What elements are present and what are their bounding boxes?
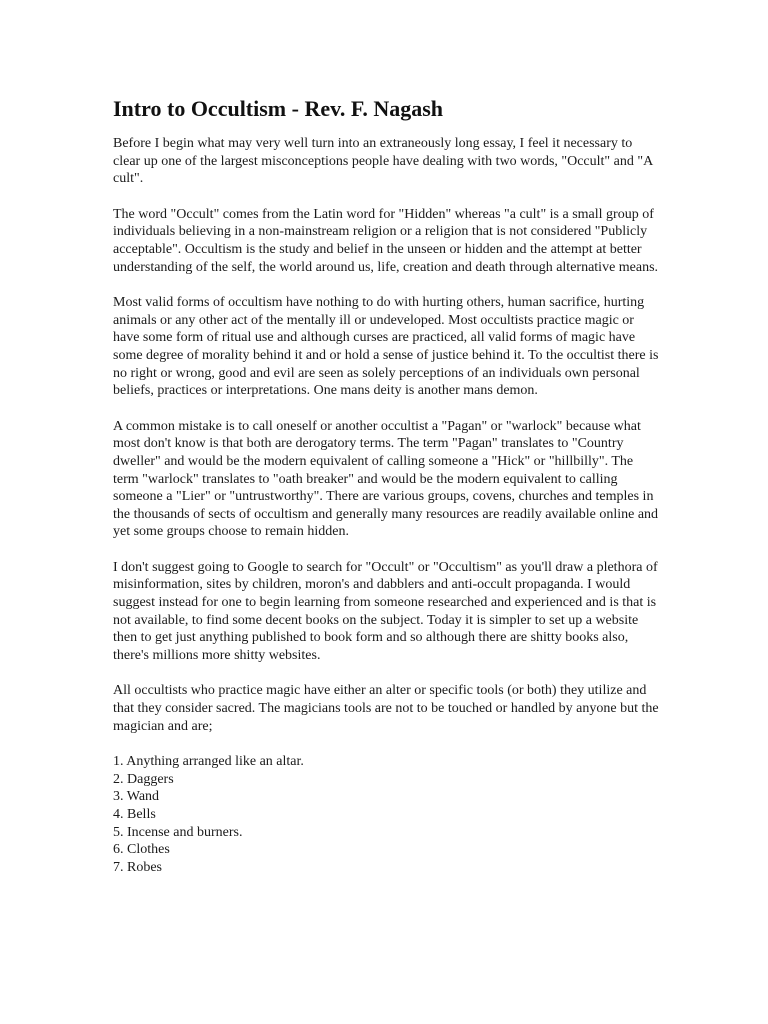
paragraph-common-mistake: A common mistake is to call oneself or another occultist a "Pagan" or "warlock" because what most don't know is that both are derogatory terms. The term "Pagan" translates to "Country dweller" and would be the modern equivalent of calling someone a "Hick" or "hillbilly". The term "warlock" translates to "oath breaker" and would be the modern equivalent to calling someone a "Lier" or "untrustworthy". There are various groups, covens, churches and temples in the thousands of sects of occultism and generally many resources are readily available online and yet some groups choose to remain hidden. [113, 418, 659, 540]
list-item: 4. Bells [113, 807, 156, 822]
document-title: Intro to Occultism - Rev. F. Nagash [113, 96, 443, 121]
list-item: 7. Robes [113, 859, 162, 875]
list-item: 2. Daggers [113, 771, 174, 787]
tools-list [113, 753, 661, 876]
list-item: 1. Anything arranged like an altar. [113, 754, 304, 770]
list-item: 5. Incense and burners. [113, 824, 243, 840]
paragraph-intro: Before I begin what may very well turn into an extraneously long essay, I feel it necessary to clear up one of the largest misconceptions people have dealing with two words, "Occult" and "A cult". [113, 136, 653, 187]
paragraph-occult-definition: The word "Occult" comes from the Latin word for "Hidden" whereas "a cult" is a small group of individuals believing in a non-mainstream religion or a religion that is not considered "Publicly acceptable". Occultism is the study and belief in the unseen or hidden and the attempt at better understanding of the self, the world around us, life, creation and death through alternative means. [113, 206, 659, 275]
list-item: 6. Clothes [113, 842, 170, 858]
paragraph-tools: All occultists who practice magic have either an alter or specific tools (or both) they utilize and that they consider sacred. The magicians tools are not to be touched or handled by anyone but the magician and are; [113, 683, 659, 734]
document-page [113, 96, 661, 876]
paragraph-google-advice: I don't suggest going to Google to search for "Occult" or "Occultism" as you'll draw a plethora of misinformation, sites by children, moron's and dabblers and anti-occult propaganda. I would suggest instead for one to begin learning from someone researched and experienced and is that is not available, to find some decent books on the subject. Today it is simpler to set up a website then to get just anything published to book form and so although there are shitty books also, there's millions more shitty websites. [113, 559, 658, 663]
list-item: 3. Wand [113, 789, 160, 805]
paragraph-valid-forms: Most valid forms of occultism have nothing to do with hurting others, human sacrifice, hurting animals or any other act of the mentally ill or undeveloped. Most occultists practice magic or have some form of ritual use and although curses are practiced, all valid forms of magic have some degree of morality behind it and or hold a sense of justice behind it. To the occultist there is no right or wrong, good and evil are seen as solely perceptions of an individuals own personal beliefs, practices or interpretations. One mans deity is another mans demon. [113, 295, 659, 399]
